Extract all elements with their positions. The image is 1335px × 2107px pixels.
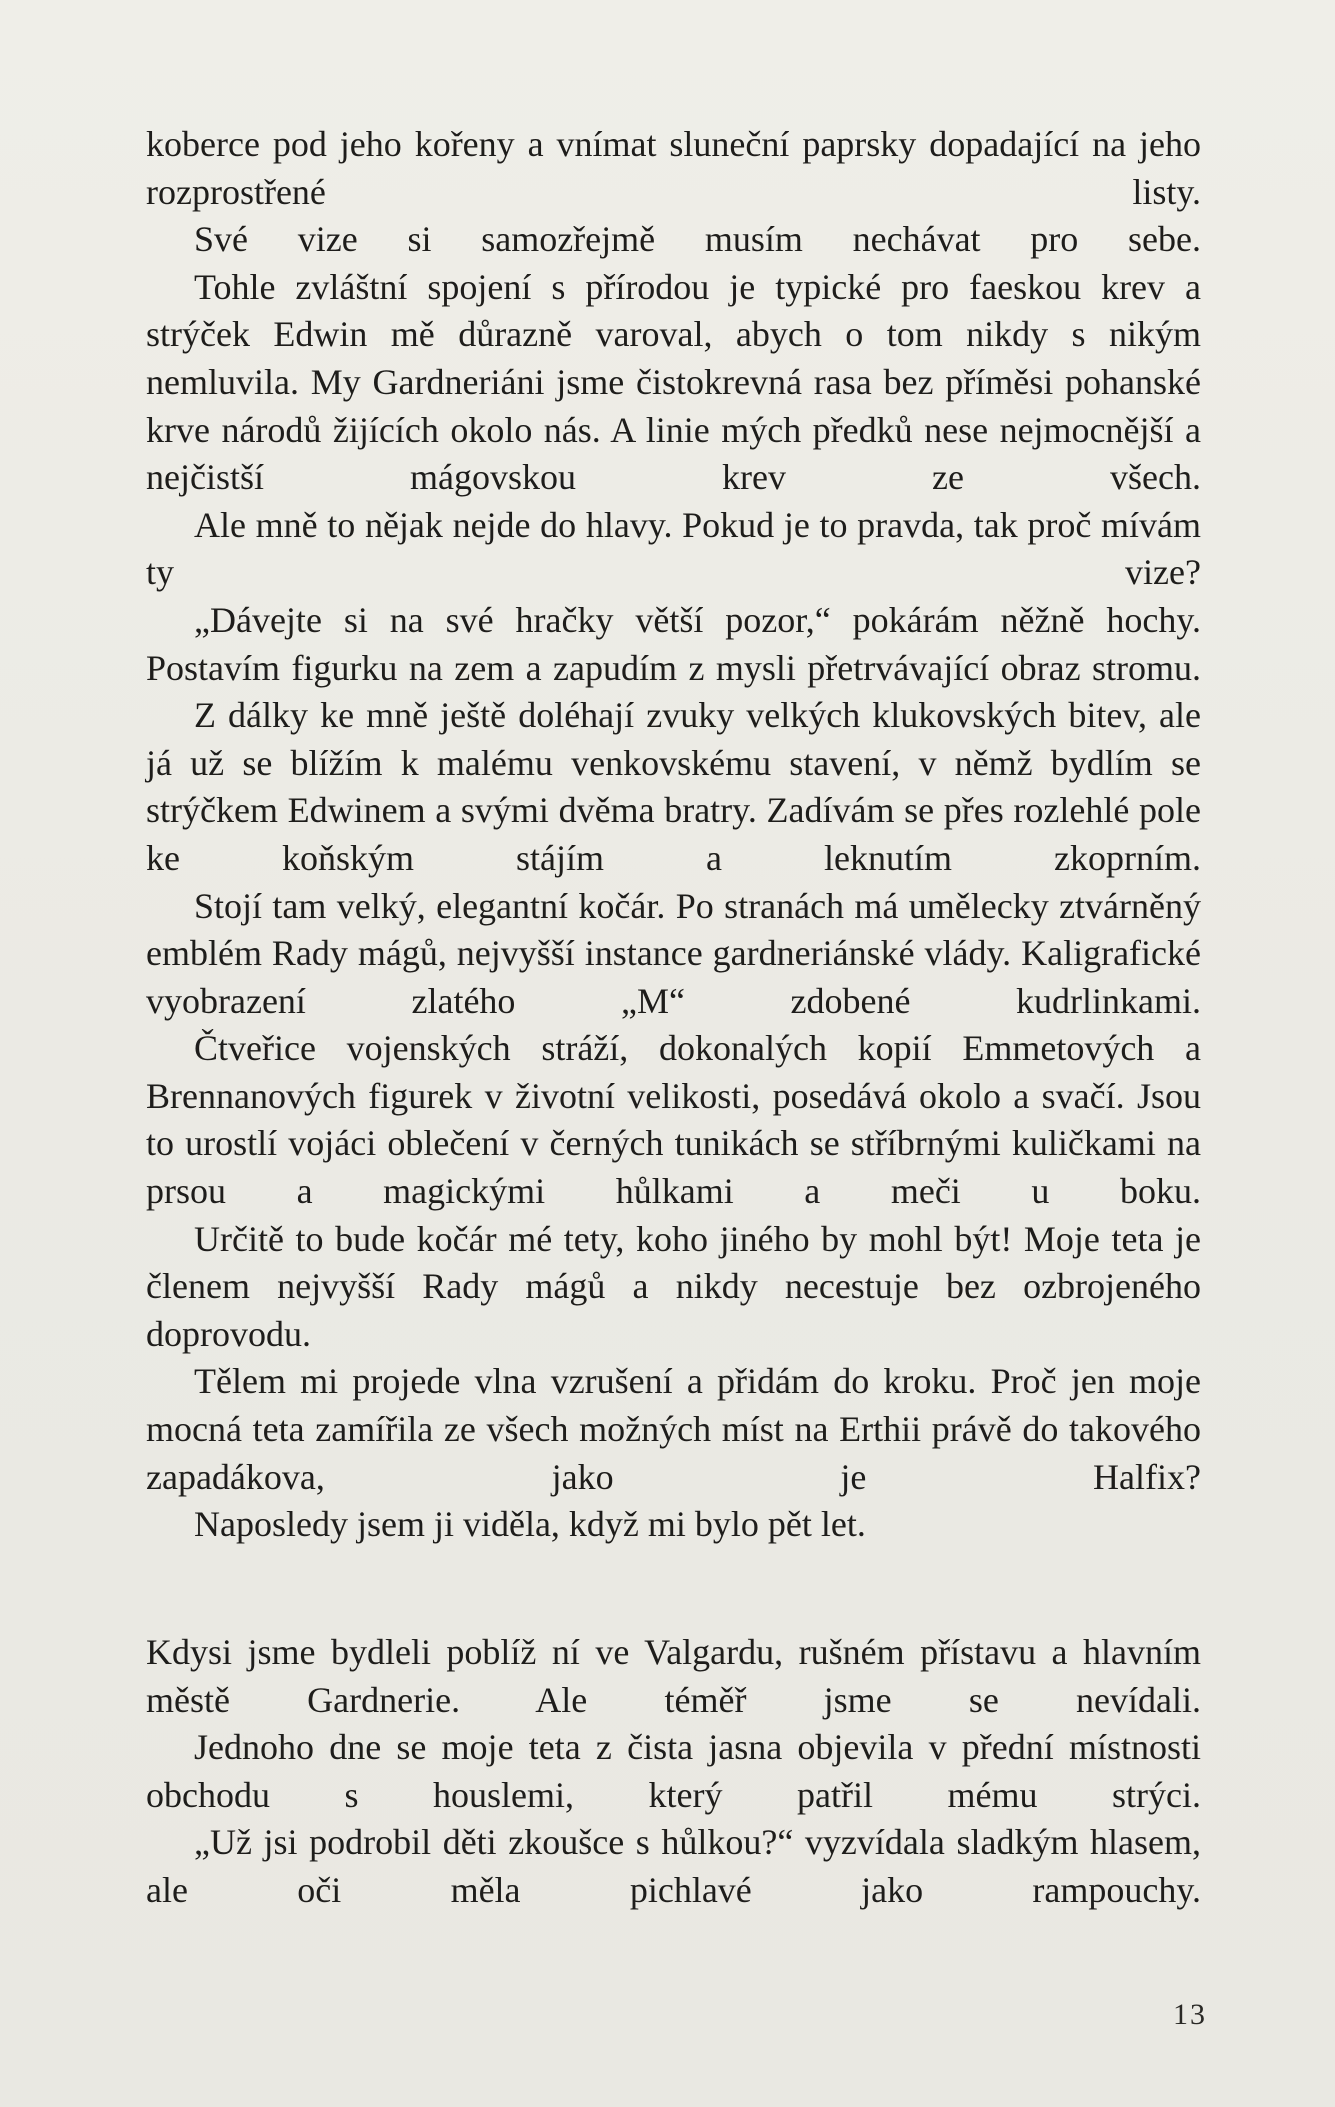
paragraph: Z dálky ke mně ještě doléhají zvuky velkých klukovských bitev, ale já už se blížím k malému venkovskému stavení, v němž bydlím se strýčkem Edwinem a svými dvěma bratry. Zadívám se přes rozlehlé pole ke koňským stájím a leknutím zkoprním. [146,695,1201,878]
paragraph: koberce pod jeho kořeny a vnímat sluneční paprsky dopadající na jeho rozprostřené listy. [146,124,1201,212]
page-number: 13 [1173,1998,1207,2031]
paragraph: Kdysi jsme bydleli poblíž ní ve Valgardu, rušném přístavu a hlavním městě Gardnerie. Ale téměř jsme se nevídali. [146,1632,1201,1720]
paragraph: „Už jsi podrobil děti zkoušce s hůlkou?“ vyzvídala sladkým hlasem, ale oči měla pichlavé jako rampouchy. [146,1822,1201,1910]
paragraph: Čtveřice vojenských stráží, dokonalých kopií Emmetových a Brennanových figurek v životní velikosti, posedává okolo a svačí. Jsou to urostlí vojáci oblečení v černých tunikách se stříbrnými kuličkami na prsou a magickými hůlkami a meči u boku. [146,1028,1201,1212]
paragraph: Jednoho dne se moje teta z čista jasna objevila v přední místnosti obchodu s houslemi, který patřil mému strýci. [146,1727,1201,1815]
paragraph: „Dávejte si na své hračky větší pozor,“ pokárám něžně hochy. Postavím figurku na zem a zapudím z mysli přetrvávající obraz stromu. [146,599,1201,688]
paragraph: Naposledy jsem ji viděla, když mi bylo pět let. [194,1504,866,1545]
paragraph: Tělem mi projede vlna vzrušení a přidám do kroku. Proč jen moje mocná teta zamířila ze všech možných míst na Erthii právě do takového zapadákova, jako je Halfix? [146,1361,1201,1497]
paragraph: Stojí tam velký, elegantní kočár. Po stranách má umělecky ztvárněný emblém Rady mágů, nejvyšší instance gardneriánské vlády. Kaligrafické vyobrazení zlatého „M“ zdobené kudrlinkami. [146,885,1201,1021]
paragraph: Ale mně to nějak nejde do hlavy. Pokud je to pravda, tak proč mívám ty vize? [146,504,1201,593]
paragraph: Určitě to bude kočár mé tety, koho jiného by mohl být! Moje teta je členem nejvyšší Rady mágů a nikdy necestuje bez ozbrojeného doprovodu. [146,1218,1201,1354]
paragraph: Tohle zvláštní spojení s přírodou je typické pro faeskou krev a strýček Edwin mě důrazně varoval, abych o tom nikdy s nikým nemluvila. My Gardneriáni jsme čistokrevná rasa bez příměsi pohanské krve národů žijících okolo nás. A linie mých předků nese nejmocnější a nejčistší mágovskou krev ze všech. [146,266,1201,498]
text-section-1 [146,121,1201,1549]
paragraph: Své vize si samozřejmě musím nechávat pro sebe. [194,219,1201,260]
text-section-2 [146,1629,1201,1915]
